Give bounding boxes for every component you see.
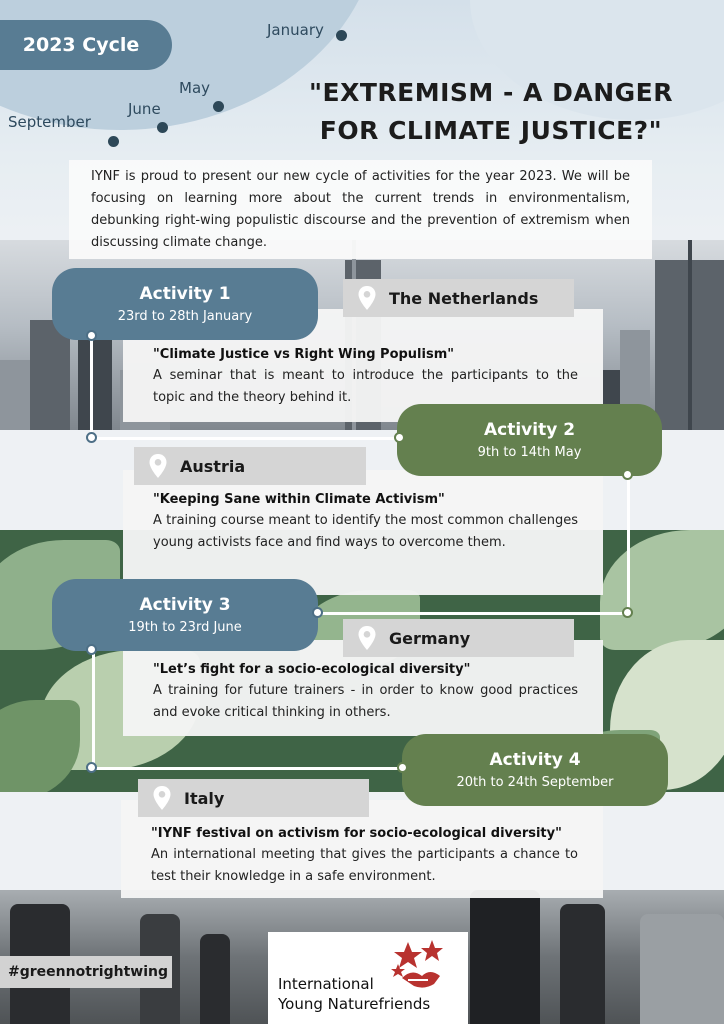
activity-1-dates: 23rd to 28th January <box>117 309 253 324</box>
activity-2-header <box>397 404 662 476</box>
intro-text: IYNF is proud to present our new cycle of activities for the year 2023. We will be focusing on learning more about the current trends in environmentalism, debunking right-wing populistic discourse and the prevention of extremism when discussing climate change. <box>69 160 652 259</box>
activity-3-title: "Let’s fight for a socio-ecological diversity" <box>153 662 471 677</box>
activity-2-card <box>123 470 603 595</box>
timeline-node <box>86 330 97 341</box>
activity-4-description: An international meeting that gives the participants a chance to test their knowledge in a safe environment. <box>151 847 578 884</box>
activity-3-dates: 19th to 23rd June <box>128 620 242 635</box>
location-pin-icon <box>148 453 168 479</box>
hashtag-label: #greennotrightwing <box>0 956 172 988</box>
activity-3-location-label: Germany <box>389 628 471 648</box>
connector-line <box>92 650 95 770</box>
timeline-dot-june <box>157 122 168 133</box>
activity-3-description: A training for future trainers - in order to know good practices and evoke critical thinking in others. <box>153 683 578 720</box>
activity-2-description: A training course meant to identify the most common challenges young activists face and find ways to overcome them. <box>153 513 578 550</box>
activity-4-dates: 20th to 24th September <box>456 775 614 790</box>
title-line-1: "EXTREMISM - A DANGER <box>308 78 674 107</box>
timeline-node <box>394 432 405 443</box>
timeline-node <box>397 762 408 773</box>
logo-text-line-2: Young Naturefriends <box>278 995 431 1013</box>
activity-4-location-label: Italy <box>184 788 225 808</box>
activity-4-location <box>138 779 369 817</box>
activity-1-title: "Climate Justice vs Right Wing Populism" <box>153 347 455 362</box>
page-title <box>276 74 706 150</box>
activity-4-header <box>402 734 668 806</box>
activity-3-location <box>343 619 574 657</box>
month-label-may: May <box>179 79 211 97</box>
activity-3-header <box>52 579 318 651</box>
cycle-badge: 2023 Cycle <box>0 20 172 70</box>
title-line-2: FOR CLIMATE JUSTICE?" <box>319 116 663 145</box>
timeline-node <box>622 607 633 618</box>
activity-4-title: "IYNF festival on activism for socio-ecological diversity" <box>151 826 562 841</box>
timeline-node <box>86 644 97 655</box>
activity-4-name: Activity 4 <box>489 750 581 770</box>
activity-2-name: Activity 2 <box>483 420 576 440</box>
timeline-dot-may <box>213 101 224 112</box>
activity-1-description: A seminar that is meant to introduce the participants to the topic and the theory behind it. <box>153 368 578 405</box>
location-pin-icon <box>357 285 377 311</box>
activity-1-location <box>343 279 574 317</box>
timeline-node <box>86 432 97 443</box>
logo-text <box>278 974 430 1014</box>
month-label-september: September <box>8 113 91 131</box>
timeline-node <box>86 762 97 773</box>
activity-2-location-label: Austria <box>180 456 246 476</box>
connector-line <box>90 336 93 439</box>
connector-line <box>92 437 400 440</box>
timeline-dot-september <box>108 136 119 147</box>
location-pin-icon <box>357 625 377 651</box>
activity-1-name: Activity 1 <box>139 284 231 304</box>
timeline-node <box>622 469 633 480</box>
iynf-logo <box>268 932 468 1024</box>
timeline-node <box>312 607 323 618</box>
activity-2-title: "Keeping Sane within Climate Activism" <box>153 492 445 507</box>
connector-line <box>318 612 629 615</box>
activity-2-dates: 9th to 14th May <box>477 445 582 460</box>
connector-line <box>627 475 630 614</box>
logo-text-line-1: International <box>278 975 374 993</box>
activity-1-location-label: The Netherlands <box>389 288 539 308</box>
activity-3-name: Activity 3 <box>139 595 231 615</box>
activity-2-location <box>134 447 366 485</box>
location-pin-icon <box>152 785 172 811</box>
month-label-january: January <box>267 21 324 39</box>
timeline-dot-january <box>336 30 347 41</box>
month-label-june: June <box>128 100 161 118</box>
connector-line <box>92 767 402 770</box>
